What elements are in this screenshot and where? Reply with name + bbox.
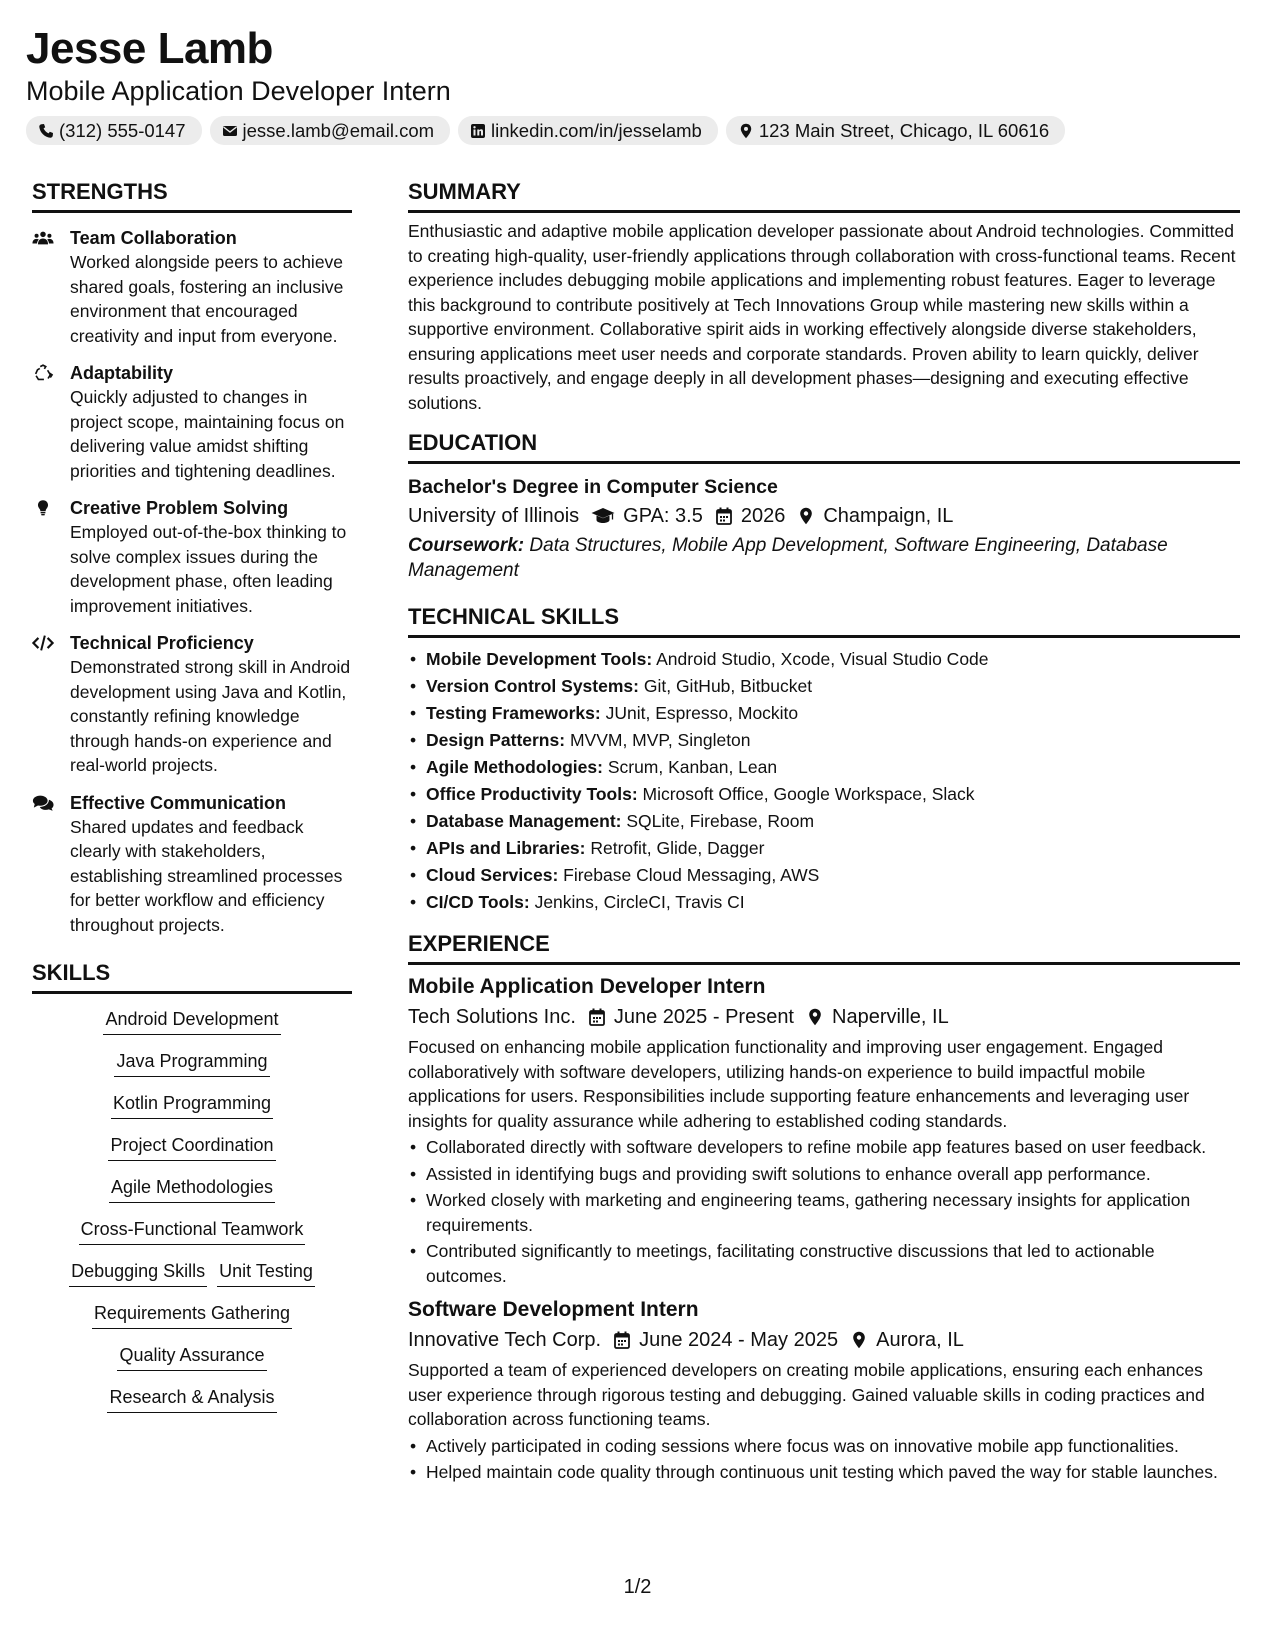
lightbulb-icon [32,496,70,618]
skill-tag: Research & Analysis [107,1386,276,1413]
contact-address [726,116,1065,145]
degree-name: Bachelor's Degree in Computer Science [408,476,778,498]
strength-title: Team Collaboration [70,228,237,248]
list-item [408,808,1240,835]
strength-item [32,361,352,483]
list-item [408,862,1240,889]
calendar-icon [613,1331,631,1349]
tech-skill-label: Office Productivity Tools: [426,784,638,804]
contact-email-text: jesse.lamb@email.com [242,119,435,141]
skill-tag: Java Programming [114,1050,269,1077]
list-item [408,700,1240,727]
tech-skill-label: Mobile Development Tools: [426,649,653,669]
tech-skill-value: Git, GitHub, Bitbucket [643,676,813,696]
coursework-list: Data Structures, Mobile App Development, Software Engineering, Database Management [408,535,1168,581]
gpa: GPA: 3.5 [623,505,703,527]
tech-skill-label: APIs and Libraries: [426,838,586,858]
tech-skill-label: CI/CD Tools: [426,892,530,912]
strength-desc: Employed out-of-the-box thinking to solve complex issues during the development phase, often leading improvement initiatives. [70,522,347,616]
job-entry [408,1296,1240,1485]
list-item [408,889,1240,916]
experience-heading: EXPERIENCE [408,930,1240,965]
contact-email[interactable] [210,116,451,145]
calendar-icon [588,1008,606,1026]
school-location: Champaign, IL [823,505,954,527]
job-bullets [408,1135,1240,1288]
job-entry [408,973,1240,1288]
summary-text: Enthusiastic and adaptive mobile application developer passionate about Android technologies. Committed to creating high-quality, user-friendly applications through collaboration with cross-functional teams. Recent experience includes debugging mobile applications and implementing robust features. Eager to leverage this background to contribute positively at Tech Innovations Group while mastering new skills within a supportive environment. Collaborative spirit aids in working effectively alongside diverse stakeholders, ensuring applications meet user needs and corporate standards. Proven ability to learn quickly, deliver results proactively, and engage deeply in all development phases—designing and executing effective solutions. [408,221,1236,413]
list-item: • Collaborated directly with software developers to refine mobile app features based on user feedback. [408,1135,1240,1160]
job-location: Aurora, IL [876,1329,964,1351]
strength-desc: Quickly adjusted to changes in project scope, maintaining focus on delivering value amidst shifting priorities and tightening deadlines. [70,387,345,481]
list-item [408,835,1240,862]
strength-item [32,791,352,938]
coursework [408,534,1240,583]
skill-tag: Unit Testing [217,1260,315,1287]
contact-phone[interactable] [26,116,202,145]
technical-skills-heading: TECHNICAL SKILLS [408,603,1240,638]
skill-tag: Android Development [103,1008,280,1035]
strength-item [32,631,352,778]
list-item: • Worked closely with marketing and engineering teams, gathering necessary insights for application requirements. [408,1188,1240,1237]
strength-title: Adaptability [70,363,174,383]
right-column [408,178,1240,1485]
skills-heading: SKILLS [32,959,352,994]
company-name: Innovative Tech Corp. [408,1329,602,1351]
candidate-title: Mobile Application Developer Intern [26,76,451,106]
strength-desc: Demonstrated strong skill in Android development using Java and Kotlin, constantly refining knowledge through hands-on experience and real-world projects. [70,657,351,775]
job-description: Focused on enhancing mobile application functionality and improving user engagement. Engaged collaboratively with software developers, utilizing hands-on experience to build impactful mobile applications for users. Responsibilities include supporting feature enhancements and leveraging user insights for quality assurance while adhering to established coding standards. [408,1037,1190,1131]
tech-skill-value: Android Studio, Xcode, Visual Studio Code [656,649,989,669]
contact-linkedin-text: linkedin.com/in/jesselamb [491,119,702,141]
location-pin-icon [738,123,754,139]
calendar-icon [715,507,733,525]
page-number: 1/2 [623,1576,652,1598]
list-item [408,673,1240,700]
strength-title: Effective Communication [70,792,287,813]
contact-linkedin[interactable] [458,116,718,145]
job-dates: June 2025 - Present [613,1006,794,1028]
skills-list [32,1008,352,1413]
location-pin-icon [797,507,815,525]
left-column [32,178,352,1413]
tech-skill-value: Firebase Cloud Messaging, AWS [563,865,820,885]
tech-skill-value: Retrofit, Glide, Dagger [590,838,765,858]
tech-skill-value: MVVM, MVP, Singleton [569,730,751,750]
job-meta [408,1326,1240,1354]
tech-skill-label: Design Patterns: [426,730,566,750]
strength-title: Technical Proficiency [70,633,254,653]
list-item: • Actively participated in coding sessions where focus was on innovative mobile app functionalities. [408,1434,1240,1459]
list-item [408,754,1240,781]
technical-skills-list [408,646,1240,916]
skill-tag: Quality Assurance [117,1344,266,1371]
list-item [408,727,1240,754]
skill-tag: Kotlin Programming [111,1092,273,1119]
envelope-icon [222,123,238,139]
skill-tag: Agile Methodologies [109,1176,275,1203]
job-meta [408,1003,1240,1031]
list-item [408,646,1240,673]
tech-skill-label: Agile Methodologies: [426,757,603,777]
list-item: • Contributed significantly to meetings, facilitating constructive discussions that led to actionable outcomes. [408,1239,1240,1288]
tech-skill-value: Microsoft Office, Google Workspace, Slack [642,784,975,804]
contact-bar [26,116,1246,145]
skill-tag: Debugging Skills [69,1260,207,1287]
tech-skill-value: Jenkins, CircleCI, Travis CI [534,892,745,912]
job-location: Naperville, IL [832,1006,949,1028]
tech-skill-value: JUnit, Espresso, Mockito [605,703,799,723]
list-item: • Assisted in identifying bugs and providing swift solutions to enhance overall app performance. [408,1162,1240,1187]
tech-skill-label: Cloud Services: [426,865,559,885]
strength-item [32,226,352,348]
location-pin-icon [806,1008,824,1026]
company-name: Tech Solutions Inc. [408,1006,576,1028]
tech-skill-value: Scrum, Kanban, Lean [607,757,778,777]
job-bullets [408,1434,1240,1485]
contact-phone-text: (312) 555-0147 [59,119,186,141]
skill-tag: Project Coordination [108,1134,275,1161]
strength-title: Creative Problem Solving [70,498,289,518]
school-name: University of Illinois [408,505,580,527]
phone-icon [38,123,54,139]
tech-skill-label: Database Management: [426,811,622,831]
linkedin-icon [470,123,486,139]
location-pin-icon [850,1331,868,1349]
tech-skill-value: SQLite, Firebase, Room [626,811,815,831]
summary-heading: SUMMARY [408,178,1240,213]
code-icon [32,631,70,778]
contact-address-text: 123 Main Street, Chicago, IL 60616 [758,119,1050,141]
education-meta [408,502,1240,530]
job-dates: June 2024 - May 2025 [639,1329,839,1351]
graduation-cap-icon [591,507,615,525]
education-heading: EDUCATION [408,429,1240,464]
recycle-icon [32,361,70,483]
job-title: Software Development Intern [408,1298,699,1321]
strength-item [32,496,352,618]
tech-skill-label: Version Control Systems: [426,676,639,696]
comments-icon [32,791,70,938]
strengths-heading: STRENGTHS [32,178,352,213]
job-title: Mobile Application Developer Intern [408,975,766,998]
skill-tag: Cross-Functional Teamwork [79,1218,306,1245]
list-item [408,781,1240,808]
candidate-name: Jesse Lamb [26,24,273,73]
coursework-label: Coursework: [408,535,525,556]
graduation-year: 2026 [740,505,786,527]
users-icon [32,226,70,348]
skill-tag: Requirements Gathering [92,1302,292,1329]
tech-skill-label: Testing Frameworks: [426,703,601,723]
resume-header [26,24,1246,145]
strength-desc: Shared updates and feedback clearly with stakeholders, establishing streamlined processes for better workflow and efficiency throughout projects. [70,816,343,935]
strength-desc: Worked alongside peers to achieve shared goals, fostering an inclusive environment that encouraged creativity and input from everyone. [70,252,344,346]
job-description: Supported a team of experienced developers on creating mobile applications, ensuring each enhances user experience through rigorous testing and debugging. Gained valuable skills in coding practices and collaboration across functioning teams. [408,1360,1205,1429]
list-item: • Helped maintain code quality through continuous unit testing which paved the way for stable launches. [408,1460,1240,1485]
